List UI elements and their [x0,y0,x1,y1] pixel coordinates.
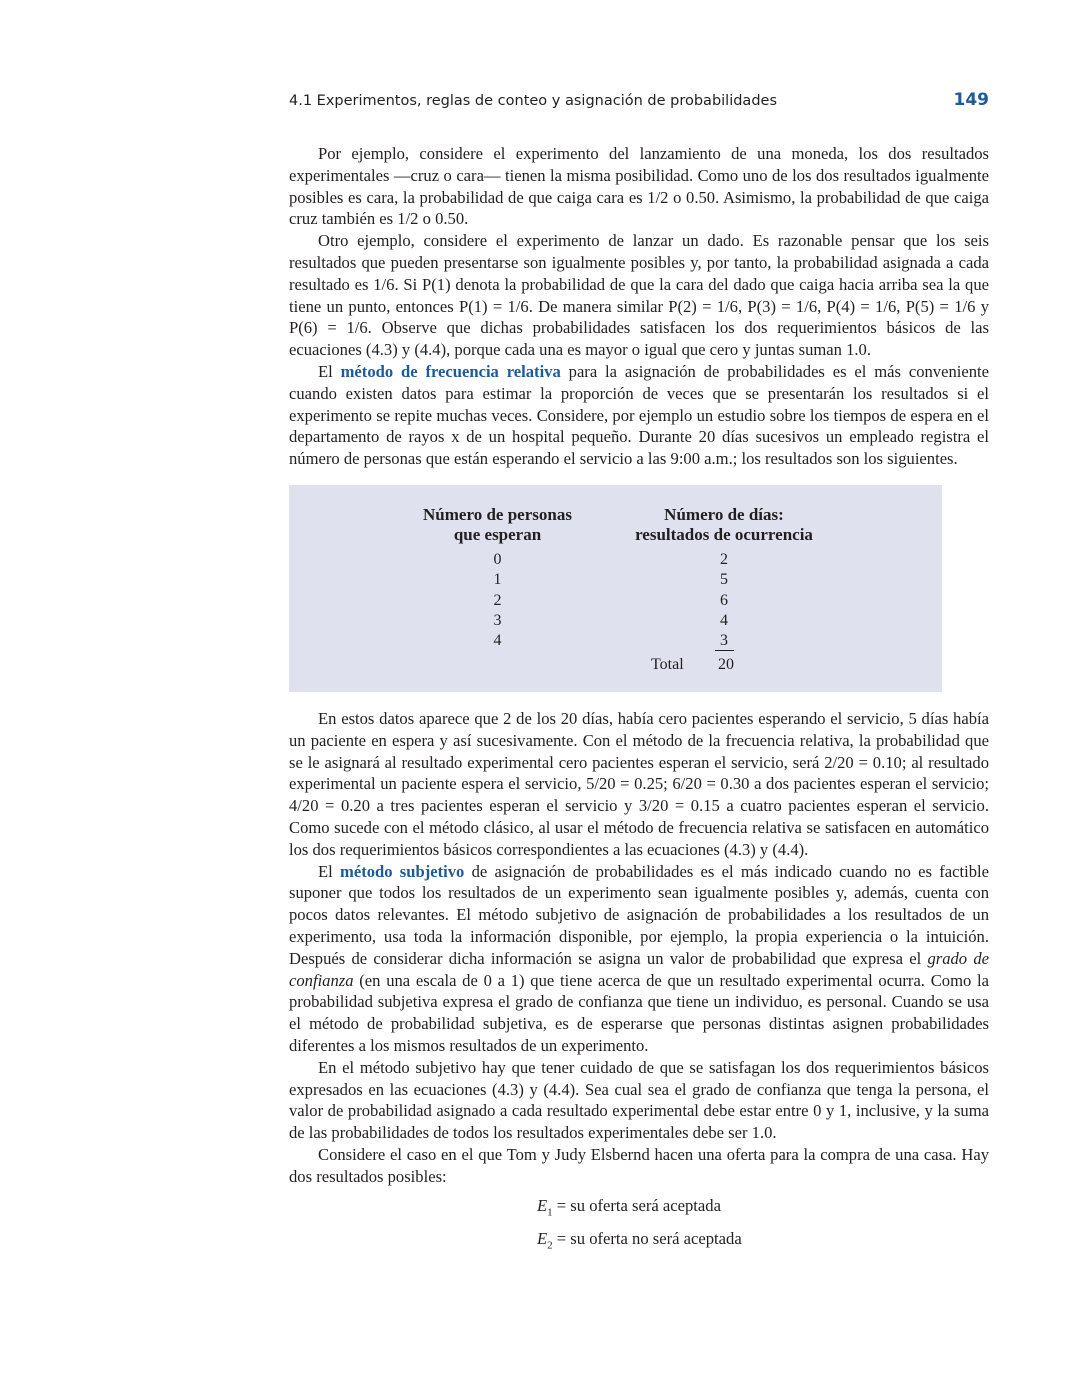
e1-text: = su oferta será aceptada [556,1196,721,1216]
total-label: Total [651,655,684,673]
persons-values [410,550,585,651]
e2-subscript: 2 [547,1239,553,1252]
table-cell: 2 [493,591,502,609]
p3-intro: El [318,361,333,381]
section-title: 4.1 Experimentos, reglas de conteo y asignación de probabilidades [289,93,778,109]
e2-symbol: E [537,1228,548,1248]
days-values [625,550,823,651]
paragraph-elsbernd: Considere el caso en el que Tom y Judy Elsbernd hacen una oferta para la compra de una casa. Hay dos resultados posibles: [289,1144,989,1186]
table-cell-last [625,631,823,651]
paragraph-data-interpretation: En estos datos aparece que 2 de los 20 días, había cero pacientes esperando el servicio, 5 días había un paciente en espera y así sucesivamente. Con el método de la frecuencia relativa, la probabilidad que se le asignará al resultado experimental cero pacientes esperan el servicio, será 2/20 = 0.10; al resultado experimental un paciente espera el servicio, 5/20 = 0.25; 6/20 = 0.30 a dos pacientes esperan el servicio; 4/20 = 0.20 a tres pacientes esperan el servicio y 3/20 = 0.15 a cuatro pacientes esperan el servicio. Como sucede con el método clásico, al usar el método de frecuencia relativa se satisfacen en automático los dos requerimientos básicos correspondientes a las ecuaciones (4.3) y (4.4). [289,708,989,859]
term-subjective-method: método subjetivo [340,861,465,881]
paragraph-coin: Por ejemplo, considere el experimento del lanzamiento de una moneda, los dos resultados experimentales —cruz o cara— tienen la misma posibilidad. Como uno de los dos resultados igualmente posibles es cara, la probabilidad de que caiga cara es 1/2 o 0.50. Asimismo, la probabilidad de que caiga cruz también es 1/2 o 0.50. [289,144,989,229]
event-definitions [537,1193,989,1258]
persons-header-line1: Número de personas [423,504,572,524]
table-cell: 5 [720,571,728,589]
event-e1 [537,1193,989,1225]
p5-intro: El [318,861,333,881]
body-text [289,143,989,1258]
term-relative-frequency: método de frecuencia relativa [340,361,561,381]
table-cell: 4 [720,611,728,629]
e2-text: = su oferta no será aceptada [556,1228,742,1248]
persons-column [410,505,585,651]
term-degree-of-confidence: grado de confianza [289,948,989,990]
total-value: 20 [718,655,734,673]
table-cell: 3 [493,611,502,629]
paragraph-dice: Otro ejemplo, considere el experimento de lanzar un dado. Es razonable pensar que los seis resultados que pueden presentarse son igualmente posibles y, por tanto, la probabilidad asignada a cada resultado es 1/6. Si P(1) denota la probabilidad de que la cara del dado que caiga hacia arriba sea la que tiene un punto, entonces P(1) = 1/6. De manera similar P(2) = 1/6, P(3) = 1/6, P(4) = 1/6, P(5) = 1/6 y P(6) = 1/6. Observe que dichas probabilidades satisfacen los dos requerimientos básicos de las ecuaciones (4.3) y (4.4), porque cada una es mayor o igual que cero y juntas suman 1.0. [289,231,989,360]
table-cell: 6 [720,591,728,609]
days-header-line2: resultados de ocurrencia [635,524,813,544]
event-e2 [537,1226,989,1258]
table-cell: 2 [720,550,728,568]
last-day-value: 3 [715,631,734,651]
p3-rest: para la asignación de probabilidades es el más conveniente cuando existen datos para estimar la proporción de veces que se presentarán los resultados si el experimento se repite muchas veces. Considere, por ejemplo un estudio sobre los tiempos de espera en el departamento de rayos x de un hospital pequeño. Durante 20 días sucesivos un empleado registra el número de personas que están esperando el servicio a las 9:00 a.m.; los resultados son los siguientes. [289,361,989,469]
days-column [625,505,823,651]
days-header [625,505,823,545]
e1-subscript: 1 [547,1206,553,1219]
paragraph-relative-frequency [289,361,989,470]
persons-header [410,505,585,545]
persons-header-line2: que esperan [453,524,542,544]
page-number: 149 [953,90,989,110]
paragraph-subjective-care: En el método subjetivo hay que tener cuidado de que se satisfagan los dos requerimientos básicos expresados en las ecuaciones (4.3) y (4.4). Sea cual sea el grado de confianza que tenga la persona, el valor de probabilidad asignado a cada resultado experimental debe estar entre 0 y 1, inclusive, y la suma de las probabilidades de todos los resultados experimentales debe ser 1.0. [289,1057,989,1143]
p5-end: (en una escala de 0 a 1) que tiene acerca de que un resultado experimental ocurra. Como la probabilidad subjetiva expresa el grado de confianza que tiene un individuo, es personal. Cuando se usa el método de probabilidad subjetiva, es de esperarse que personas distintas asignen probabilidades diferentes a los mismos resultados de un experimento. [289,970,989,1055]
paragraph-subjective [289,861,989,1057]
table-cell: 0 [493,550,502,568]
table-cell: 4 [493,632,502,650]
page-header [289,90,989,114]
table-cell: 1 [493,571,502,589]
waiting-data-table [289,485,942,692]
days-header-line1: Número de días: [664,504,784,524]
p5-rest: de asignación de probabilidades es el más indicado cuando no es factible suponer que todos los resultados de un experimento sean igualmente posibles y, además, cuenta con pocos datos relevantes. El método subjetivo de asignación de probabilidades a los resultados de un experimento, usa toda la información disponible, por ejemplo, la propia experiencia o la intuición. Después de considerar dicha información se asigna un valor de probabilidad que expresa el [289,861,989,968]
e1-symbol: E [537,1196,548,1216]
